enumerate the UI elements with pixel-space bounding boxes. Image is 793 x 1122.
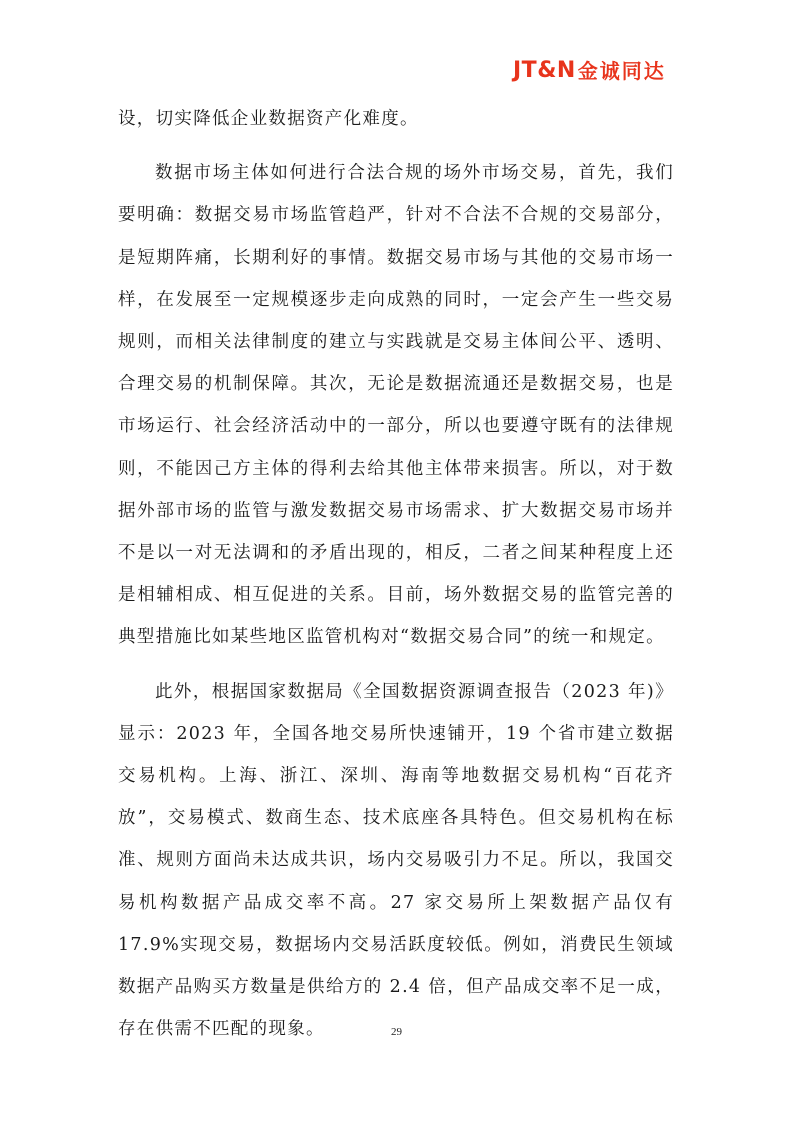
paragraph-continuation: 设，切实降低企业数据资产化难度。 xyxy=(118,109,419,129)
header-logo xyxy=(513,58,666,84)
body-text xyxy=(118,98,674,1050)
page-number: 29 xyxy=(391,1026,402,1038)
paragraph-market-regulation: 数据市场主体如何进行合法合规的场外市场交易，首先，我们要明确：数据交易市场监管趋严，针对不合法不合规的交易部分，是短期阵痛，长期利好的事情。数据交易市场与其他的交易市场一样，在发展至一定规模逐步走向成熟的同时，一定会产生一些交易规则，而相关法律制度的建立与实践就是交易主体间公平、透明、合理交易的机制保障。其次，无论是数据流通还是数据交易，也是市场运行、社会经济活动中的一部分，所以也要遵守既有的法律规则，不能因己方主体的得利去给其他主体带来损害。所以，对于数据外部市场的监管与激发数据交易市场需求、扩大数据交易市场并不是以一对无法调和的矛盾出现的，相反，二者之间某种程度上还是相辅相成、相互促进的关系。目前，场外数据交易的监管完善的典型措施比如某些地区监管机构对“数据交易合同”的统一和规定。 xyxy=(118,163,674,648)
logo-name: 金诚同达 xyxy=(577,59,666,83)
logo-mark: JT&N xyxy=(513,58,576,83)
paragraph-national-data-report: 此外，根据国家数据局《全国数据资源调查报告（2023 年)》显示：2023 年，全国各地交易所快速铺开，19 个省市建立数据交易机构。上海、浙江、深圳、海南等地数据交易机构“百花齐放”，交易模式、数商生态、技术底座各具特色。但交易机构在标准、规则方面尚未达成共识，场内交易吸引力不足。所以，我国交易机构数据产品成交率不高。27 家交易所上架数据产品仅有 17.9%实现交易，数据场内交易活跃度较低。例如，消费民生领域数据产品购买方数量是供给方的 2.4 倍，但产品成交率不足一成，存在供需不匹配的现象。 xyxy=(118,681,674,1040)
